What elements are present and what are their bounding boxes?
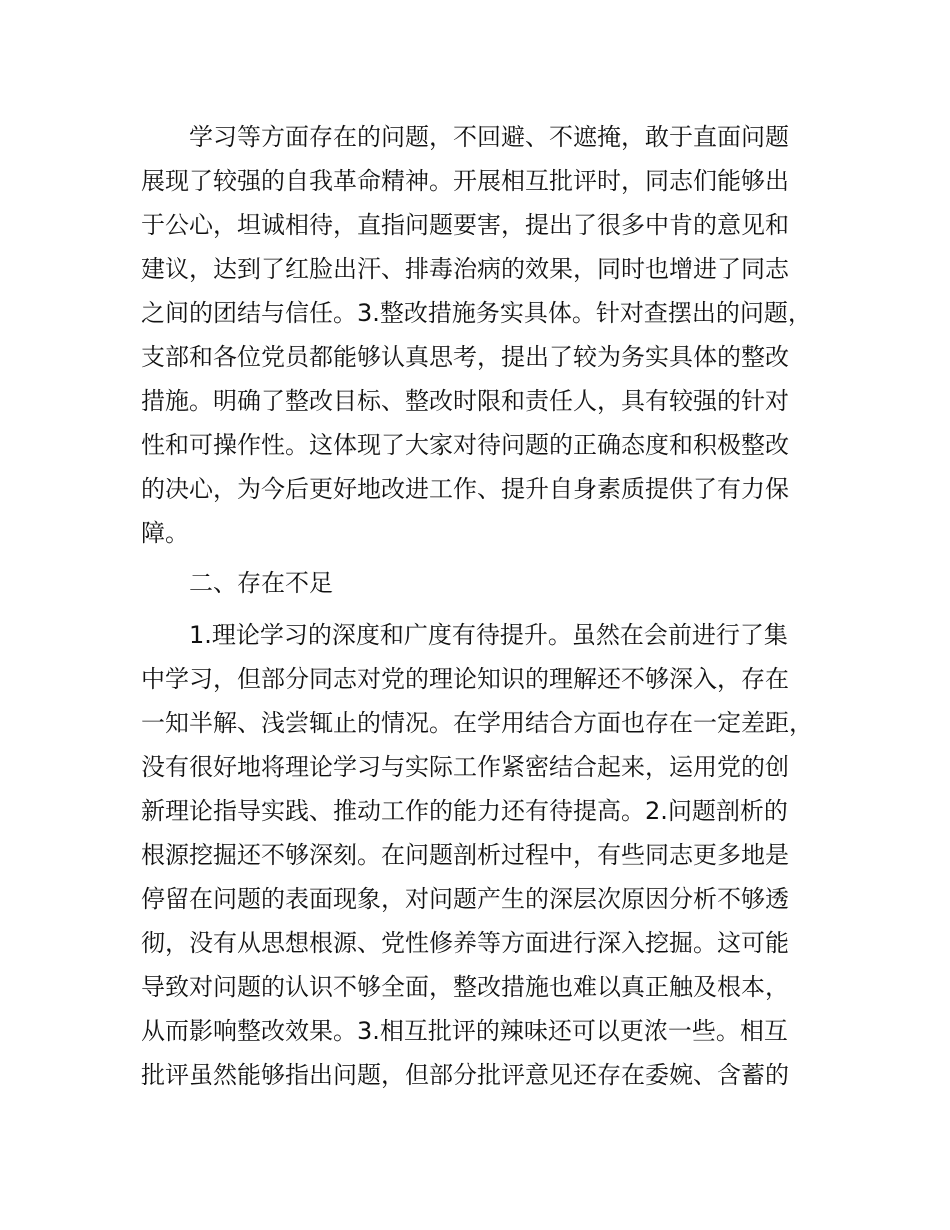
paragraph-line: 没有很好地将理论学习与实际工作紧密结合起来，运用党的创 bbox=[141, 753, 789, 781]
paragraph-line: 中学习，但部分同志对党的理论知识的理解还不够深入，存在 bbox=[141, 665, 789, 693]
paragraph-line: 支部和各位党员都能够认真思考，提出了较为务实具体的整改 bbox=[141, 343, 789, 371]
paragraph-line: 的决心，为今后更好地改进工作、提升自身素质提供了有力保 bbox=[141, 475, 789, 503]
paragraph-line: 批评虽然能够指出问题，但部分批评意见还存在委婉、含蓄的 bbox=[141, 1061, 789, 1089]
paragraph-line: 措施。明确了整改目标、整改时限和责任人，具有较强的针对 bbox=[141, 387, 789, 415]
paragraph-line: 一知半解、浅尝辄止的情况。在学用结合方面也存在一定差距， bbox=[141, 709, 813, 737]
paragraph-line: 学习等方面存在的问题，不回避、不遮掩，敢于直面问题 bbox=[189, 123, 789, 151]
paragraph-line: 1.理论学习的深度和广度有待提升。虽然在会前进行了集 bbox=[189, 621, 788, 649]
section-heading: 二、存在不足 bbox=[189, 569, 333, 597]
paragraph-line: 新理论指导实践、推动工作的能力还有待提高。2.问题剖析的 bbox=[141, 797, 788, 825]
paragraph-line: 建议，达到了红脸出汗、排毒治病的效果，同时也增进了同志 bbox=[141, 255, 789, 283]
paragraph-line: 之间的团结与信任。3.整改措施务实具体。针对查摆出的问题， bbox=[141, 299, 812, 327]
paragraph-line: 性和可操作性。这体现了大家对待问题的正确态度和积极整改 bbox=[141, 431, 789, 459]
paragraph-line: 根源挖掘还不够深刻。在问题剖析过程中，有些同志更多地是 bbox=[141, 841, 789, 869]
paragraph-line: 彻，没有从思想根源、党性修养等方面进行深入挖掘。这可能 bbox=[141, 929, 789, 957]
paragraph-line: 导致对问题的认识不够全面，整改措施也难以真正触及根本， bbox=[141, 973, 789, 1001]
paragraph-line: 停留在问题的表面现象，对问题产生的深层次原因分析不够透 bbox=[141, 885, 789, 913]
paragraph-line: 从而影响整改效果。3.相互批评的辣味还可以更浓一些。相互 bbox=[141, 1017, 788, 1045]
paragraph-line: 展现了较强的自我革命精神。开展相互批评时，同志们能够出 bbox=[141, 167, 789, 195]
paragraph-line: 障。 bbox=[141, 519, 189, 547]
paragraph-line: 于公心，坦诚相待，直指问题要害，提出了很多中肯的意见和 bbox=[141, 211, 789, 239]
